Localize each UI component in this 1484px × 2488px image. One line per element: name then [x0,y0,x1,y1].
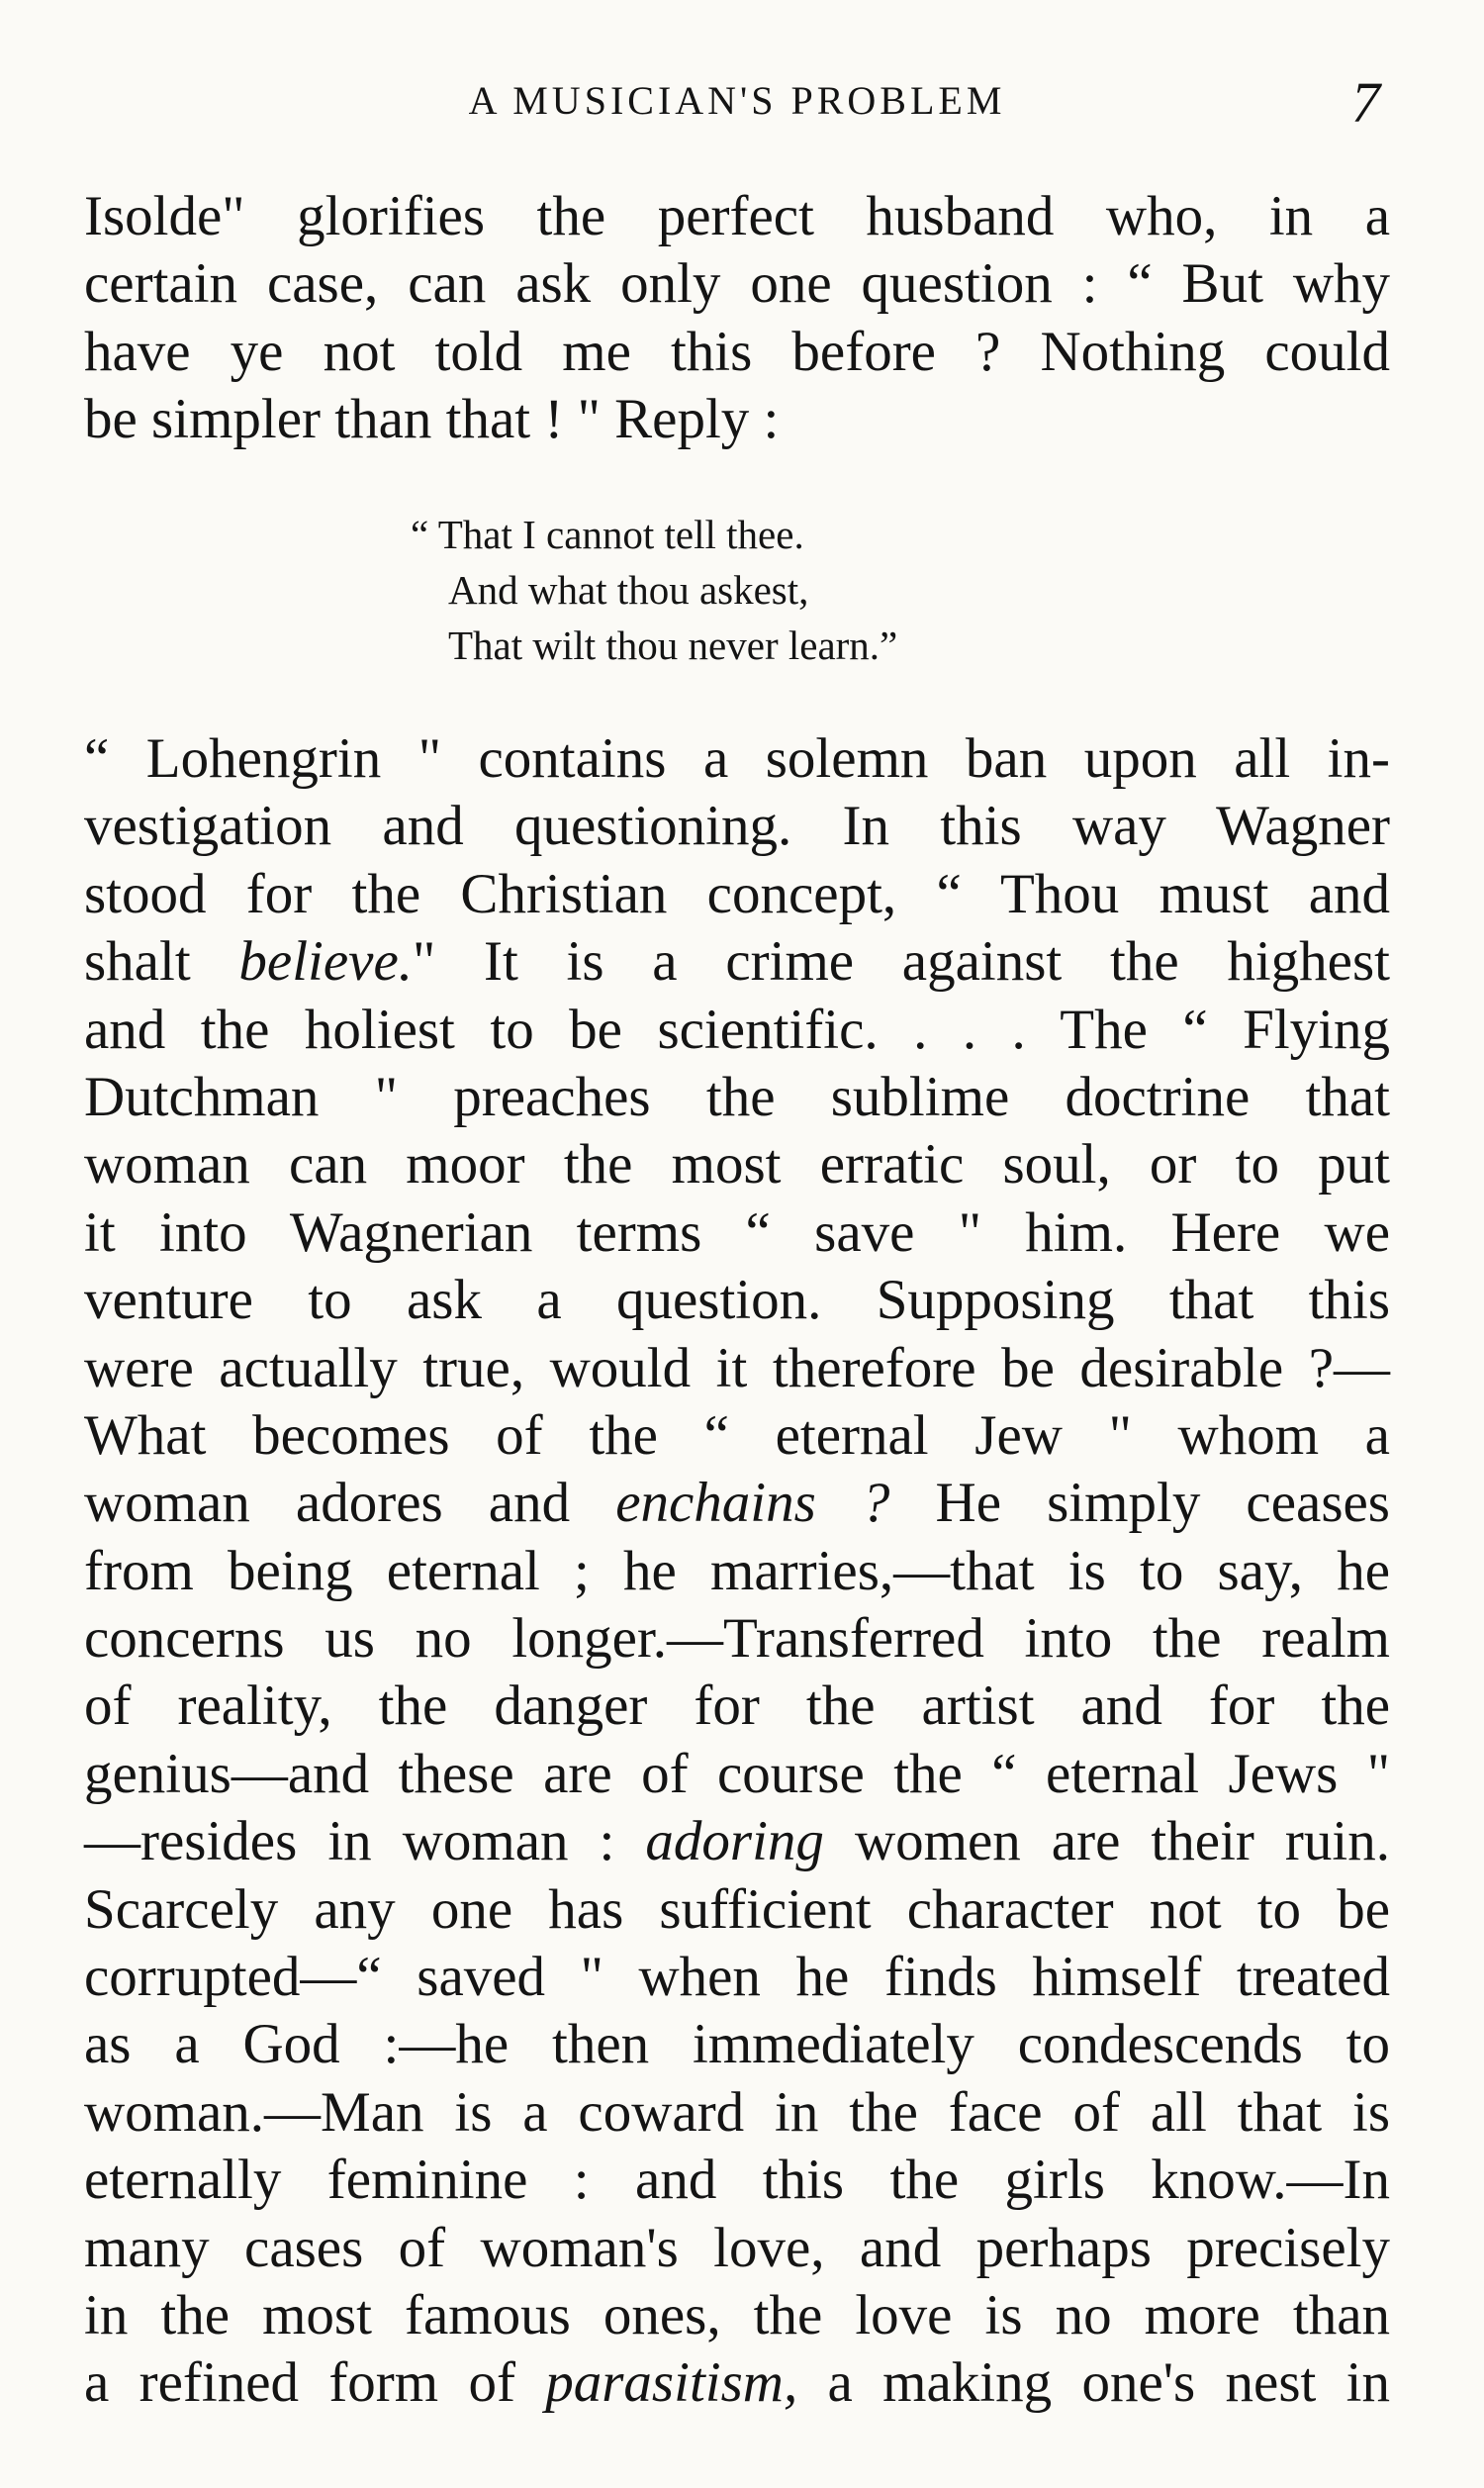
text-line: “ Lohengrin " contains a solemn ban upon all in- [84,727,1390,790]
paragraph-lohengrin [84,725,1390,2418]
verse-line: And what thou askest, [448,567,809,613]
emphasis-enchains: enchains ? [615,1472,890,1535]
text-line [84,1808,1390,1875]
text-run: a refined form of [84,2351,546,2415]
text-line: Isolde" glorifies the perfect husband who, in a [84,185,1390,247]
verse-quotation [411,507,897,673]
text-line: woman can moor the most erratic soul, or to put [84,1133,1390,1196]
text-run: women are their ruin. [823,1810,1390,1873]
text-line: be simpler than that ! " Reply : [84,388,780,451]
text-line [84,1470,1390,1537]
paragraph-isolde [84,183,1390,454]
text-line: certain case, can ask only one question : “ But why [84,252,1390,316]
text-line: woman.—Man is a coward in the face of all that is [84,2080,1390,2144]
text-line: from being eternal ; he marries,—that is to say, he [84,1539,1390,1602]
text-line: stood for the Christian concept, “ Thou must and [84,862,1390,925]
verse-line: That wilt thou never learn.” [448,622,898,668]
text-line: venture to ask a question. Supposing that this [84,1269,1390,1332]
text-line: concerns us no longer.—Transferred into the realm [84,1607,1390,1671]
text-line: it into Wagnerian terms “ save " him. Here we [84,1200,1390,1264]
emphasis-adoring: adoring [645,1810,824,1873]
verse-line: “ That I cannot tell thee. [411,512,804,557]
text-line: in the most famous ones, the love is no more than [84,2283,1390,2346]
text-run: —resides in woman : [84,1810,646,1873]
emphasis-believe: believe. [238,930,414,994]
text-line: Scarcely any one has sufficient character not to be [84,1877,1390,1941]
text-line: have ye not told me this before ? Nothing could [84,320,1390,383]
text-line: were actually true, would it therefore be desirable ?— [84,1336,1390,1399]
text-line: What becomes of the “ eternal Jew " whom a [84,1403,1390,1467]
page-number: 7 [1351,70,1380,135]
running-title: A MUSICIAN'S PROBLEM [468,78,1006,123]
text-line: Dutchman " preaches the sublime doctrine that [84,1065,1390,1128]
text-run: " It is a crime against the highest [413,930,1391,994]
text-line: many cases of woman's love, and perhaps precisely [84,2216,1390,2279]
text-line [84,2349,1390,2417]
text-run: He simply ceases [889,1472,1390,1535]
text-line: eternally feminine : and this the girls know.—In [84,2149,1390,2212]
running-header [84,69,1390,139]
text-line: genius—and these are of course the “ eternal Jews " [84,1742,1390,1805]
text-line: corrupted—“ saved " when he finds himself treated [84,1946,1390,2009]
text-line: as a God :—he then immediately condescends to [84,2013,1390,2076]
text-run: woman adores and [84,1472,616,1535]
text-line: vestigation and questioning. In this way Wagner [84,795,1390,858]
text-run: a making one's nest in [797,2351,1390,2415]
emphasis-parasitism: parasitism, [545,2351,798,2415]
text-line: and the holiest to be scientific. . . . The “ Flying [84,998,1390,1061]
text-run: shalt [84,930,239,994]
text-line [84,928,1390,996]
text-line: of reality, the danger for the artist and for the [84,1675,1390,1738]
